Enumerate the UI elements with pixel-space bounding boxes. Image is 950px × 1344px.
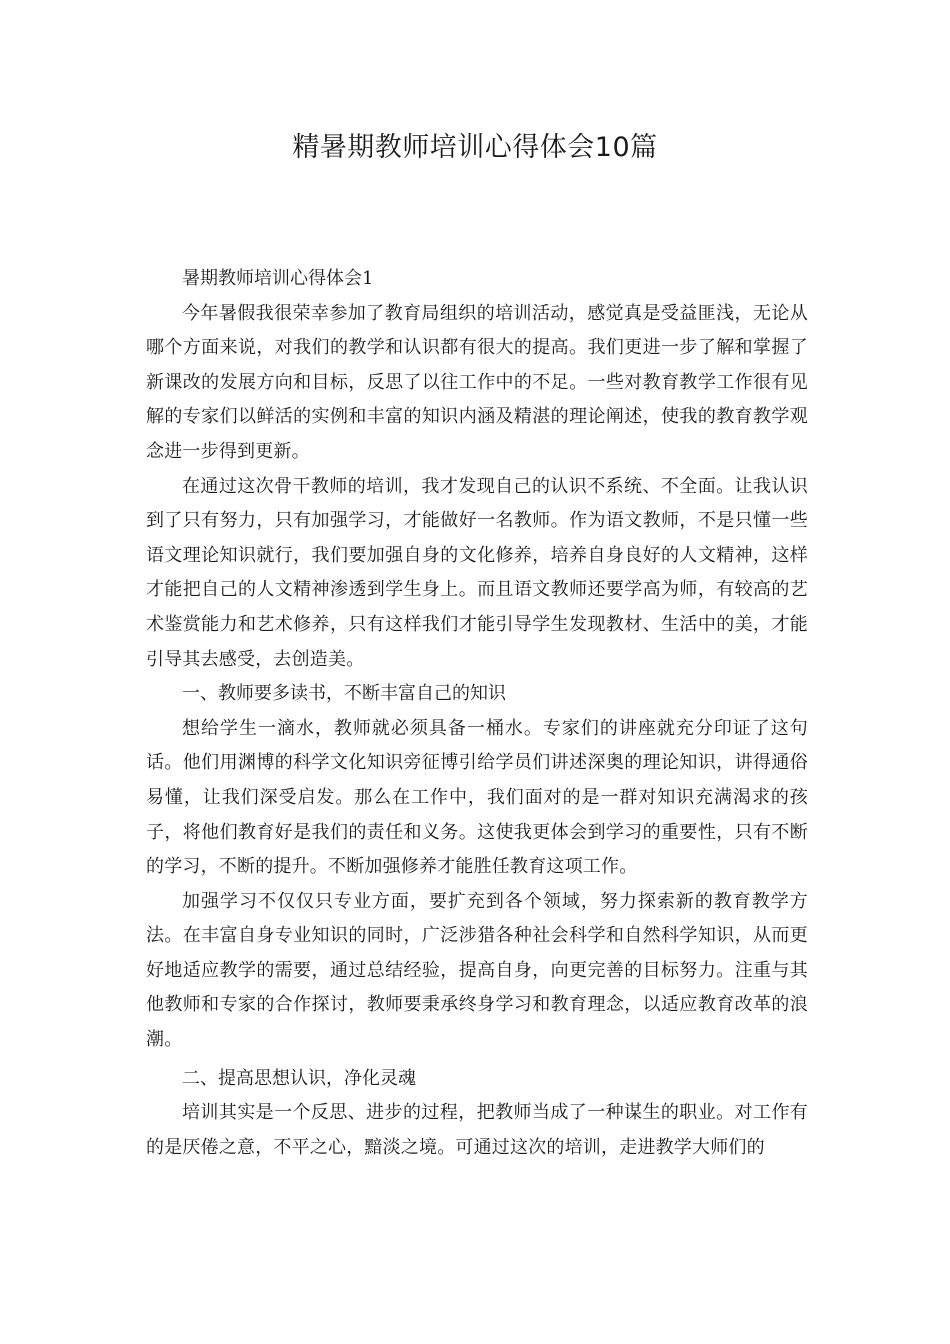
- paragraph: 在通过这次骨干教师的培训，我才发现自己的认识不系统、不全面。让我认识到了只有努力，只有加强学习，才能做好一名教师。作为语文教师，不是只懂一些语文理论知识就行，我们要加强自身的文化修养，培养自身良好的人文精神，这样才能把自己的人文精神渗透到学生身上。而且语文教师还要学高为师，有较高的艺术鉴赏能力和艺术修养，只有这样我们才能引导学生发现教材、生活中的美，才能引导其去感受，去创造美。: [146, 475, 808, 670]
- point-two-heading: 二、提高思想认识，净化灵魂: [182, 1067, 416, 1089]
- paragraph: 培训其实是一个反思、进步的过程，把教师当成了一种谋生的职业。对工作有的是厌倦之意，不平之心，黯淡之境。可通过这次的培训，走进教学大师们的: [146, 1102, 808, 1158]
- paragraph: 加强学习不仅仅只专业方面，要扩充到各个领域，努力探索新的教育教学方法。在丰富自身专业知识的同时，广泛涉猎各种社会科学和自然科学知识，从而更好地适应教学的需要，通过总结经验，提高自身，向更完善的目标努力。注重与其他教师和专家的合作探讨，教师要秉承终身学习和教育理念，以适应教育改革的浪潮。: [146, 890, 808, 1051]
- document-title: 精暑期教师培训心得体会10篇: [292, 132, 658, 163]
- document-body: [146, 262, 808, 1165]
- point-one-heading: 一、教师要多读书，不断丰富自己的知识: [182, 683, 506, 705]
- section-heading: 暑期教师培训心得体会1: [182, 268, 374, 289]
- paragraph: 今年暑假我很荣幸参加了教育局组织的培训活动，感觉真是受益匪浅，无论从哪个方面来说，对我们的教学和认识都有很大的提高。我们更进一步了解和掌握了新课改的发展方向和目标，反思了以往工作中的不足。一些对教育教学工作很有见解的专家们以鲜活的实例和丰富的知识内涵及精湛的理论阐述，使我的教育教学观念进一步得到更新。: [146, 302, 808, 462]
- paragraph: 想给学生一滴水，教师就必须具备一桶水。专家们的讲座就充分印证了这句话。他们用渊博的科学文化知识旁征博引给学员们讲述深奥的理论知识，讲得通俗易懂，让我们深受启发。那么在工作中，我们面对的是一群对知识充满渴求的孩子，将他们教育好是我们的责任和义务。这使我更体会到学习的重要性，只有不断的学习，不断的提升。不断加强修养才能胜任教育这项工作。: [146, 717, 808, 878]
